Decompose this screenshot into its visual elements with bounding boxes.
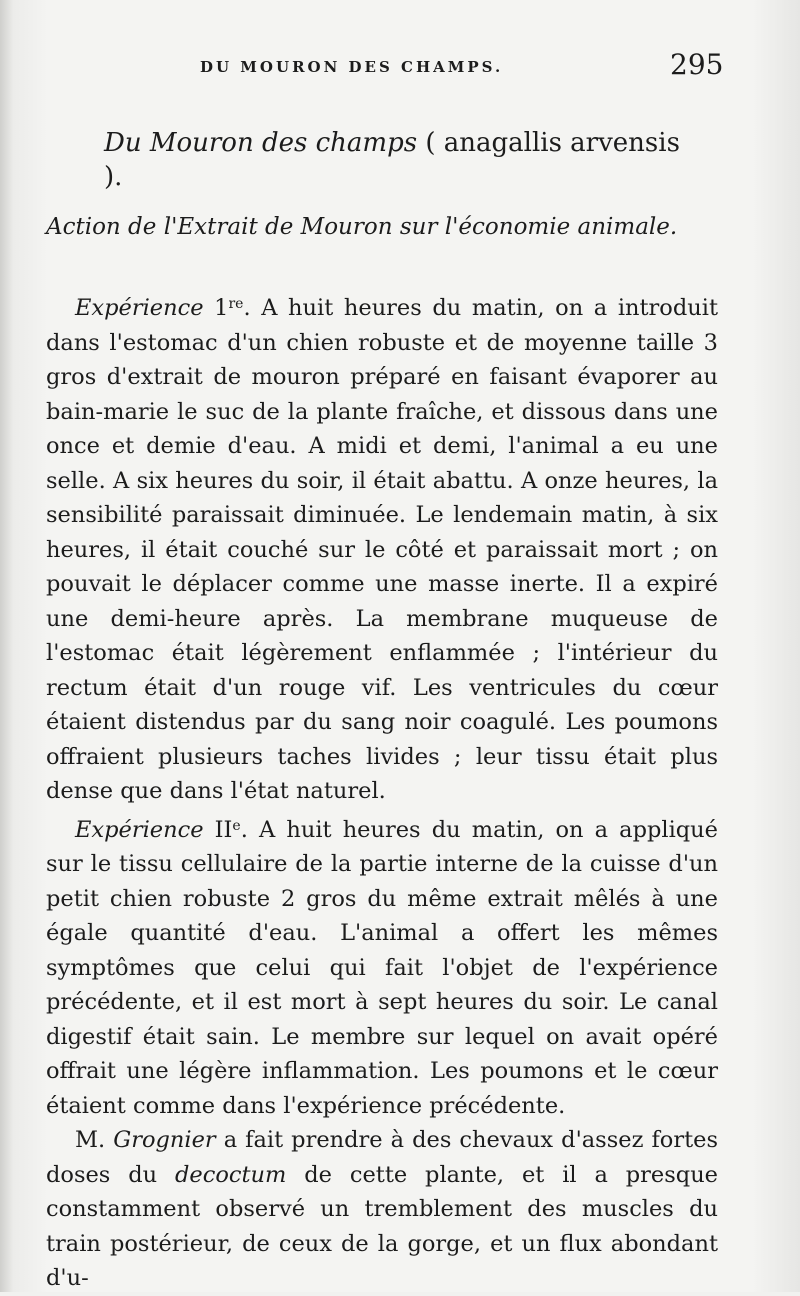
paragraph-experience-2 bbox=[46, 809, 718, 1124]
experience-ordinal: II bbox=[214, 816, 233, 843]
paragraph-grognier bbox=[46, 1123, 718, 1296]
page-header bbox=[200, 46, 724, 86]
body-text bbox=[46, 287, 718, 1296]
section-title-name: Du Mouron des champs bbox=[104, 128, 418, 158]
term-decoctum: decoctum bbox=[175, 1161, 287, 1188]
experience-label: Expérience bbox=[75, 816, 204, 843]
paragraph-text-part-2: de cette plante, et il a presque constamment observé un tremblement des muscles du train postérieur, de ceux de la gorge, et un flux abondant d'u- bbox=[46, 1161, 718, 1291]
paragraph-prefix: M. bbox=[75, 1127, 114, 1153]
experience-ordinal: 1 bbox=[214, 295, 229, 321]
page-binding-edge bbox=[0, 0, 14, 1292]
paragraph-text-part-1: a fait prendre à des chevaux d'assez fortes doses du bbox=[46, 1127, 718, 1188]
paragraph-text: . A huit heures du matin, on a introduit dans l'estomac d'un chien robuste et de moyenne taille 3 gros d'extrait de mouron préparé en faisant évaporer au bain-marie le suc de la plante fraîche, et dissous dans une once et demie d'eau. A midi et demi, l'animal a eu une selle. A six heures du soir, il était abattu. A onze heures, la sensibilité paraissait diminuée. Le lendemain matin, à six heures, il était couché sur le côté et paraissait mort ; on pouvait le déplacer comme une masse inerte. Il a expiré une demi-heure après. La membrane muqueuse de l'estomac était légèrement enflammée ; l'intérieur du rectum était d'un rouge vif. Les ventricules du cœur étaient distendus par du sang noir coagulé. Les poumons offraient plusieurs taches livides ; leur tissu était plus dense que dans l'état naturel. bbox=[46, 295, 718, 804]
experience-ordinal-suffix: e bbox=[232, 817, 241, 834]
paragraph-text: . A huit heures du matin, on a appliqué sur le tissu cellulaire de la partie interne de la cuisse d'un petit chien robuste 2 gros du même extrait mêlés à une égale quantité d'eau. L'animal a offert les mêmes symptômes que celui qui fait l'objet de l'expérience précédente, et il est mort à sept heures du soir. Le canal digestif était sain. Le membre sur lequel on avait opéré offrait une légère inflammation. Les poumons et le cœur étaient comme dans l'expérience précédente. bbox=[46, 816, 718, 1119]
experience-ordinal-suffix: re bbox=[228, 296, 244, 312]
author-name: Grognier bbox=[113, 1127, 216, 1153]
page-number: 295 bbox=[670, 48, 724, 81]
subsection-title: Action de l'Extrait de Mouron sur l'économie animale. bbox=[46, 214, 678, 240]
paragraph-experience-1 bbox=[46, 287, 718, 809]
section-title bbox=[104, 126, 704, 194]
experience-label: Expérience bbox=[75, 295, 204, 321]
section-title-latin: ( anagallis arvensis ). bbox=[104, 128, 680, 192]
running-head: DU MOURON DES CHAMPS. bbox=[200, 58, 504, 76]
